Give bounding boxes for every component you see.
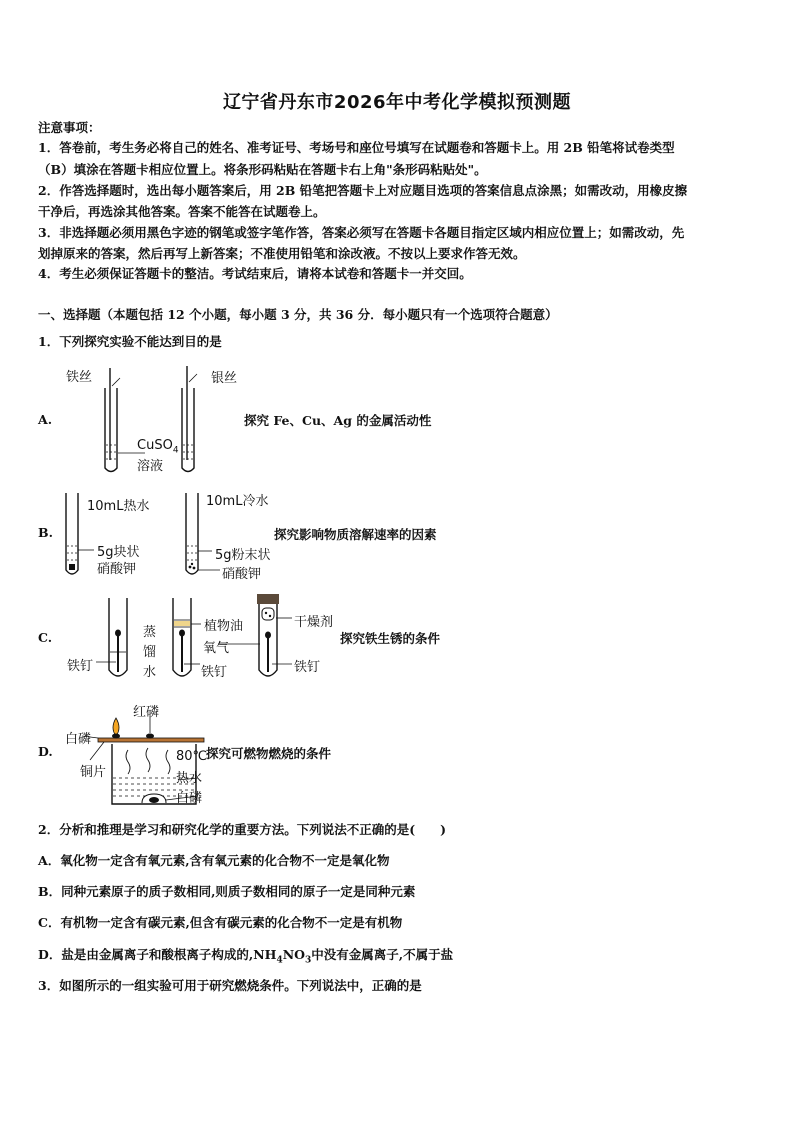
desiccant-bag (262, 608, 274, 620)
section-heading: 一、选择题（本题包括 12 个小题，每小题 3 分，共 36 分．每小题只有一个选项符合题意） (38, 307, 558, 322)
label-nail-3: 铁钉 (294, 660, 321, 675)
q2-option-c: C．有机物一定含有碳元素,但含有碳元素的化合物不一定是有机物 (38, 915, 403, 930)
label-hot-water: 10mL热水 (87, 499, 150, 514)
label-block-1: 5g块状 (97, 545, 140, 560)
rubber-stopper (257, 594, 279, 604)
notice-item-1b: （B）填涂在答题卡相应位置上。将条形码粘贴在答题卡右上角"条形码粘贴处"。 (38, 162, 487, 177)
label-silver-wire: 银丝 (211, 371, 238, 386)
q2-option-b: B．同种元素原子的质子数相同,则质子数相同的原子一定是同种元素 (38, 884, 416, 899)
label-copper-sheet: 铜片 (80, 765, 107, 780)
test-tube (66, 493, 78, 574)
flame-icon (113, 718, 119, 736)
leader-line (90, 742, 104, 760)
q1-option-b-desc: 探究影响物质溶解速率的因素 (274, 527, 437, 542)
notice-item-2a: 2．作答选择题时，选出每小题答案后，用 2B 铅笔把答题卡上对应题目选项的答案信息点涂黑；如需改动，用橡皮擦 (38, 183, 688, 198)
oil-layer (174, 621, 190, 626)
notice-item-3a: 3．非选择题必须用黑色字迹的钢笔或签字笔作答，答案必须写在答题卡各题目指定区域内相应位置上；如需改动，先 (38, 225, 685, 240)
test-tube (186, 493, 198, 574)
notice-item-3b: 划掉原来的答案，然后再写上新答案；不准使用铅笔和涂改液。不按以上要求作答无效。 (38, 246, 526, 261)
label-white-phosphorus-bottom: 白磷 (176, 791, 203, 806)
notice-item-1a: 1．答卷前，考生务必将自己的姓名、准考证号、考场号和座位号填写在试题卷和答题卡上。用 2B 铅笔将试卷类型 (38, 140, 675, 155)
label-temperature: 80℃ (176, 749, 208, 764)
steam-icon (126, 748, 170, 774)
label-cold-water: 10mL冷水 (206, 494, 269, 509)
water-hatch (67, 546, 77, 560)
label-distilled-3: 水 (143, 665, 157, 680)
q1-option-d-desc: 探究可燃物燃烧的条件 (206, 746, 332, 761)
leader-line (189, 374, 197, 382)
label-red-phosphorus: 红磷 (133, 705, 160, 720)
label-powder-2: 硝酸钾 (222, 567, 262, 582)
label-iron-wire: 铁丝 (66, 370, 93, 385)
water-hatch (187, 546, 197, 560)
notice-heading: 注意事项： (38, 120, 101, 135)
label-oxygen: 氧气 (203, 641, 230, 656)
block-crystal (69, 564, 75, 570)
q3-stem: 3．如图所示的一组实验可用于研究燃烧条件。下列说法中，正确的是 (38, 978, 422, 993)
label-white-phosphorus-top: 白磷 (65, 732, 92, 747)
q1-option-a-desc: 探究 Fe、Cu、Ag 的金属活动性 (244, 413, 432, 428)
notice-item-2b: 干净后，再选涂其他答案。答案不能答在试题卷上。 (38, 204, 326, 219)
label-hot-water: 热水 (176, 771, 203, 786)
q1-option-c-diagram (60, 590, 300, 690)
page-title: 辽宁省丹东市2026年中考化学模拟预测题 (222, 92, 572, 113)
notice-item-4: 4．考生必须保证答题卡的整洁。考试结束后，请将本试卷和答题卡一并交回。 (38, 266, 472, 281)
q2-option-a: A．氧化物一定含有氧元素,含有氧元素的化合物不一定是氧化物 (38, 853, 390, 868)
leader-line (112, 378, 120, 386)
q1-stem: 1．下列探究实验不能达到目的是 (38, 334, 222, 349)
q1-option-c-letter: C. (38, 630, 53, 645)
label-distilled-2: 馏 (143, 645, 157, 660)
label-distilled-1: 蒸 (143, 625, 157, 640)
q2-stem: 2．分析和推理是学习和研究化学的重要方法。下列说法不正确的是( ) (38, 822, 447, 837)
label-nail-1: 铁钉 (67, 659, 94, 674)
red-phosphorus (146, 734, 154, 739)
solution-hatch (183, 445, 193, 459)
label-desiccant: 干燥剂 (294, 615, 334, 630)
label-cuso4: CuSO$_4$ (137, 438, 179, 456)
q1-option-a-letter: A. (38, 412, 53, 427)
solution-hatch (106, 452, 116, 459)
label-nail-2: 铁钉 (201, 665, 228, 680)
label-powder-1: 5g粉末状 (215, 548, 271, 563)
copper-sheet (98, 738, 204, 742)
q1-option-d-letter: D. (38, 744, 53, 759)
label-solution: 溶液 (137, 459, 164, 474)
label-block-2: 硝酸钾 (97, 562, 137, 577)
q1-option-b-letter: B. (38, 525, 53, 540)
q1-option-c-desc: 探究铁生锈的条件 (340, 631, 441, 646)
q2-option-d: D．盐是由金属离子和酸根离子构成的$,NH_4NO_3$中没有金属离子,不属于盐 (38, 947, 454, 966)
label-oil: 植物油 (204, 619, 244, 634)
